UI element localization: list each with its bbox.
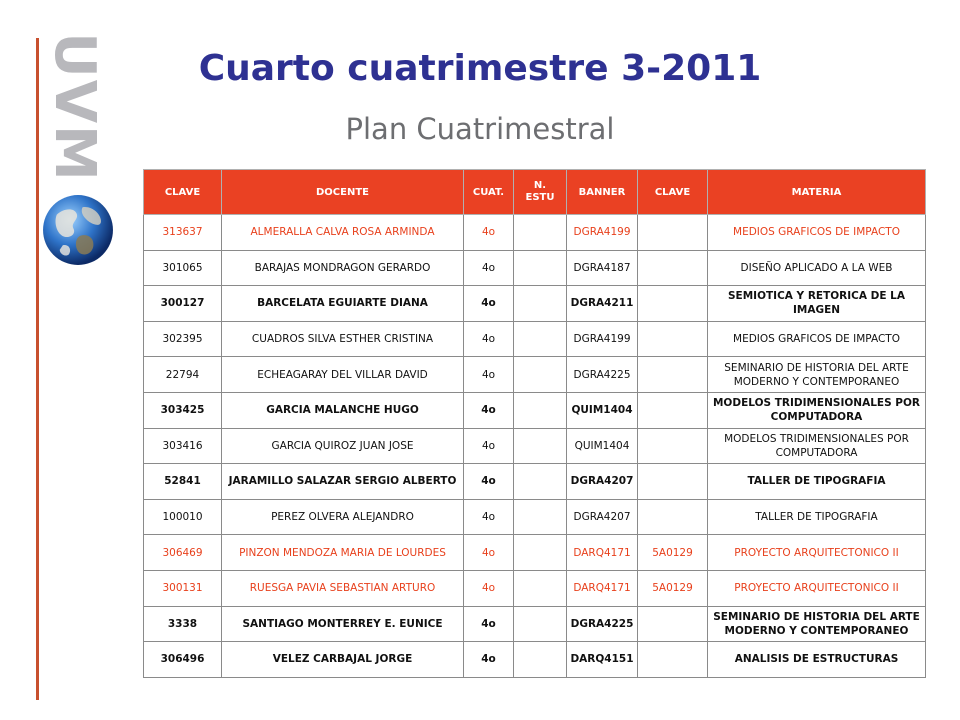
table-row	[144, 642, 926, 678]
cell-clave: 300127	[144, 286, 222, 322]
cell-cuat: 4o	[464, 250, 514, 286]
cell-clave-2	[638, 286, 708, 322]
page-subtitle: Plan Cuatrimestral	[345, 112, 615, 146]
teachers-table	[143, 169, 926, 678]
cell-banner: QUIM1404	[567, 392, 638, 428]
cell-clave: 306496	[144, 642, 222, 678]
cell-banner: DGRA4211	[567, 286, 638, 322]
cell-docente: BARAJAS MONDRAGON GERARDO	[222, 250, 464, 286]
cell-clave-2	[638, 428, 708, 464]
header-n-estu: N. ESTU	[514, 170, 567, 215]
cell-banner: DGRA4207	[567, 499, 638, 535]
cell-banner: DARQ4171	[567, 535, 638, 571]
cell-n-estu	[514, 642, 567, 678]
cell-clave: 302395	[144, 321, 222, 357]
cell-cuat: 4o	[464, 570, 514, 606]
cell-materia: DISEÑO APLICADO A LA WEB	[708, 250, 926, 286]
cell-materia: PROYECTO ARQUITECTONICO II	[708, 570, 926, 606]
page-title: Cuarto cuatrimestre 3-2011	[198, 48, 762, 89]
cell-banner: DGRA4225	[567, 357, 638, 393]
table-row	[144, 499, 926, 535]
header-banner: BANNER	[567, 170, 638, 215]
header-clave: CLAVE	[144, 170, 222, 215]
cell-n-estu	[514, 464, 567, 500]
header-clave-2: CLAVE	[638, 170, 708, 215]
table-row	[144, 250, 926, 286]
cell-n-estu	[514, 428, 567, 464]
cell-materia: MODELOS TRIDIMENSIONALES POR COMPUTADORA	[708, 392, 926, 428]
cell-clave: 301065	[144, 250, 222, 286]
table-row	[144, 464, 926, 500]
cell-clave: 313637	[144, 215, 222, 251]
cell-docente: PINZON MENDOZA MARIA DE LOURDES	[222, 535, 464, 571]
cell-materia: SEMIOTICA Y RETORICA DE LA IMAGEN	[708, 286, 926, 322]
cell-docente: CUADROS SILVA ESTHER CRISTINA	[222, 321, 464, 357]
cell-clave: 22794	[144, 357, 222, 393]
table-row	[144, 392, 926, 428]
table-row	[144, 606, 926, 642]
cell-clave-2	[638, 642, 708, 678]
cell-clave: 303416	[144, 428, 222, 464]
cell-docente: GARCIA MALANCHE HUGO	[222, 392, 464, 428]
table-row	[144, 535, 926, 571]
cell-materia: TALLER DE TIPOGRAFIA	[708, 464, 926, 500]
cell-cuat: 4o	[464, 286, 514, 322]
cell-cuat: 4o	[464, 215, 514, 251]
cell-n-estu	[514, 250, 567, 286]
cell-docente: SANTIAGO MONTERREY E. EUNICE	[222, 606, 464, 642]
cell-materia: MEDIOS GRAFICOS DE IMPACTO	[708, 321, 926, 357]
cell-materia: TALLER DE TIPOGRAFIA	[708, 499, 926, 535]
cell-banner: DGRA4187	[567, 250, 638, 286]
cell-clave-2: 5A0129	[638, 535, 708, 571]
cell-n-estu	[514, 499, 567, 535]
cell-clave-2	[638, 357, 708, 393]
cell-banner: QUIM1404	[567, 428, 638, 464]
cell-clave-2	[638, 464, 708, 500]
cell-cuat: 4o	[464, 392, 514, 428]
cell-cuat: 4o	[464, 606, 514, 642]
cell-clave-2	[638, 321, 708, 357]
cell-clave: 3338	[144, 606, 222, 642]
cell-n-estu	[514, 535, 567, 571]
cell-cuat: 4o	[464, 642, 514, 678]
cell-clave-2: 5A0129	[638, 570, 708, 606]
table-row	[144, 321, 926, 357]
table-row	[144, 215, 926, 251]
logo-text: UVM	[41, 31, 107, 183]
cell-materia: SEMINARIO DE HISTORIA DEL ARTE MODERNO Y CONTEMPORANEO	[708, 606, 926, 642]
cell-clave: 303425	[144, 392, 222, 428]
header-cuat: CUAT.	[464, 170, 514, 215]
cell-cuat: 4o	[464, 464, 514, 500]
cell-n-estu	[514, 357, 567, 393]
table-row	[144, 286, 926, 322]
table-row	[144, 357, 926, 393]
cell-materia: MODELOS TRIDIMENSIONALES POR COMPUTADORA	[708, 428, 926, 464]
cell-docente: GARCIA QUIROZ JUAN JOSE	[222, 428, 464, 464]
cell-banner: DGRA4207	[567, 464, 638, 500]
cell-docente: RUESGA PAVIA SEBASTIAN ARTURO	[222, 570, 464, 606]
cell-n-estu	[514, 392, 567, 428]
cell-docente: JARAMILLO SALAZAR SERGIO ALBERTO	[222, 464, 464, 500]
table-header-row	[144, 170, 926, 215]
cell-n-estu	[514, 606, 567, 642]
cell-cuat: 4o	[464, 321, 514, 357]
cell-materia: SEMINARIO DE HISTORIA DEL ARTE MODERNO Y CONTEMPORANEO	[708, 357, 926, 393]
cell-docente: ALMERALLA CALVA ROSA ARMINDA	[222, 215, 464, 251]
cell-clave: 306469	[144, 535, 222, 571]
cell-banner: DGRA4199	[567, 321, 638, 357]
header-materia: MATERIA	[708, 170, 926, 215]
cell-n-estu	[514, 286, 567, 322]
cell-docente: PEREZ OLVERA ALEJANDRO	[222, 499, 464, 535]
cell-docente: VELEZ CARBAJAL JORGE	[222, 642, 464, 678]
cell-banner: DARQ4151	[567, 642, 638, 678]
table-row	[144, 570, 926, 606]
cell-cuat: 4o	[464, 499, 514, 535]
header-docente: DOCENTE	[222, 170, 464, 215]
cell-banner: DGRA4199	[567, 215, 638, 251]
cell-materia: ANALISIS DE ESTRUCTURAS	[708, 642, 926, 678]
globe-icon	[40, 192, 116, 268]
cell-clave-2	[638, 606, 708, 642]
cell-docente: ECHEAGARAY DEL VILLAR DAVID	[222, 357, 464, 393]
cell-materia: MEDIOS GRAFICOS DE IMPACTO	[708, 215, 926, 251]
table-row	[144, 428, 926, 464]
cell-clave-2	[638, 215, 708, 251]
cell-cuat: 4o	[464, 357, 514, 393]
cell-banner: DGRA4225	[567, 606, 638, 642]
cell-clave: 100010	[144, 499, 222, 535]
cell-cuat: 4o	[464, 535, 514, 571]
cell-clave-2	[638, 250, 708, 286]
cell-clave-2	[638, 392, 708, 428]
cell-docente: BARCELATA EGUIARTE DIANA	[222, 286, 464, 322]
cell-clave: 52841	[144, 464, 222, 500]
cell-n-estu	[514, 570, 567, 606]
cell-banner: DARQ4171	[567, 570, 638, 606]
cell-clave-2	[638, 499, 708, 535]
cell-clave: 300131	[144, 570, 222, 606]
cell-cuat: 4o	[464, 428, 514, 464]
cell-n-estu	[514, 215, 567, 251]
cell-n-estu	[514, 321, 567, 357]
cell-materia: PROYECTO ARQUITECTONICO II	[708, 535, 926, 571]
